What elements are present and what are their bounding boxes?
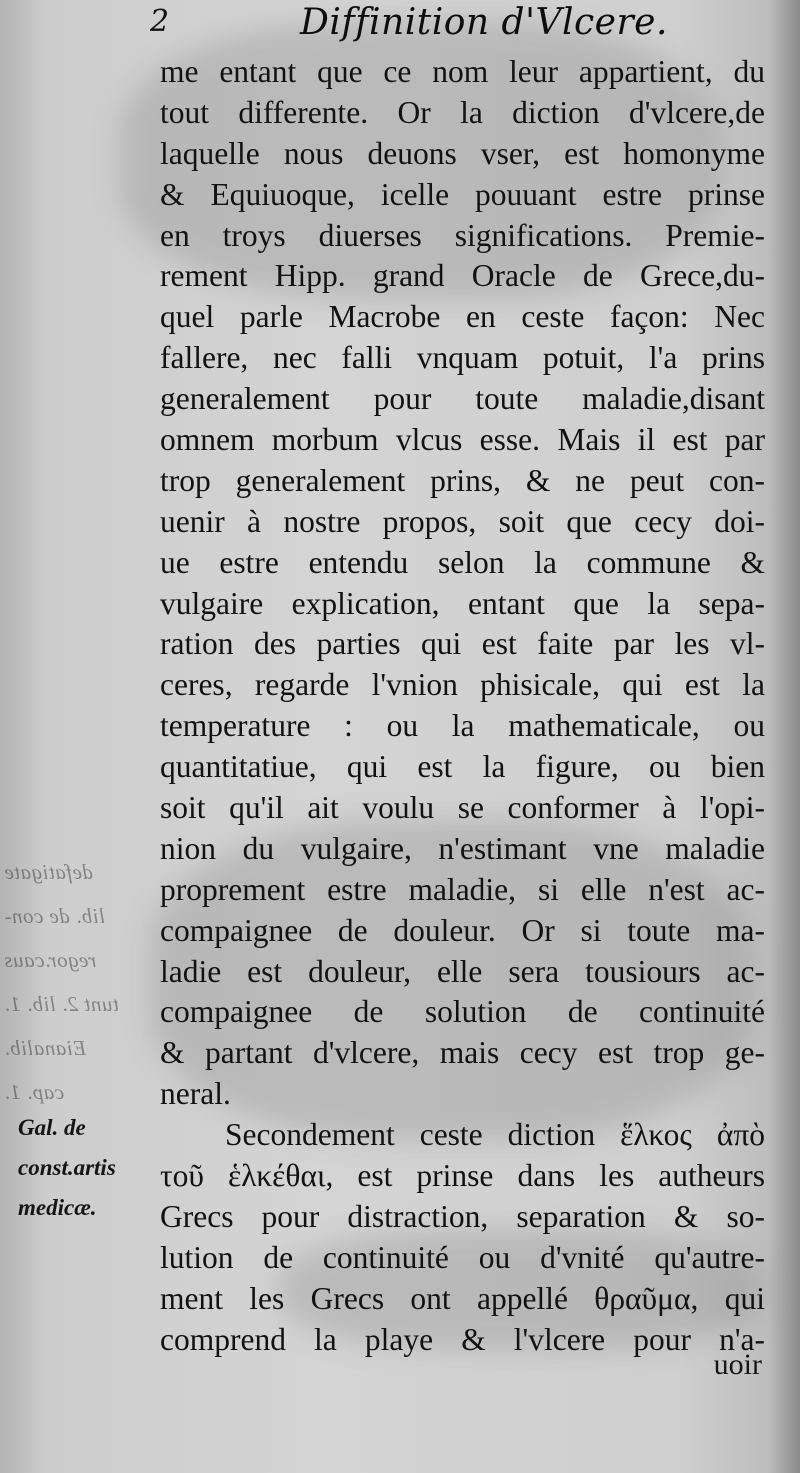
text-line: trop generalement prins, & ne peut con- xyxy=(160,462,765,498)
text-line: ue estre entendu selon la commune & xyxy=(160,544,765,580)
text-line: neral. xyxy=(160,1076,231,1112)
text-line: comprend la playe & l'vlcere pour n'a- xyxy=(160,1321,765,1357)
text-line: & Equiuoque, icelle pouuant estre prinse xyxy=(160,176,765,212)
ghost-line: lib. de con- xyxy=(4,904,106,928)
text-line: temperature : ou la mathematicale, ou xyxy=(160,708,765,744)
ghost-line: Eianalib. xyxy=(4,1036,87,1060)
text-line: ration des parties qui est faite par les vl- xyxy=(160,626,765,662)
page-number: 2 xyxy=(150,4,170,39)
text-line: en troys diuerses significations. Premie- xyxy=(160,217,765,253)
text-line: generalement pour toute maladie,disant xyxy=(160,381,765,417)
ghost-line: defatigate xyxy=(4,860,93,884)
text-line: & partant d'vlcere, mais cecy est trop ge- xyxy=(160,1035,765,1071)
ghost-line: regor.caus xyxy=(4,948,97,972)
text-line: fallere, nec falli vnquam potuit, l'a prins xyxy=(160,340,765,376)
text-line: soit qu'il ait voulu se conformer à l'opi- xyxy=(160,790,765,826)
bleed-through-margin-note xyxy=(4,850,144,1114)
text-line: τοῦ ἑλκέθαι, est prinse dans les autheurs xyxy=(160,1158,765,1194)
text-line: compaignee de douleur. Or si toute ma- xyxy=(160,912,765,948)
running-title: Diffinition d'Vlcere. xyxy=(300,2,668,43)
text-line: Secondement ceste diction ἕλκος ἀπὸ xyxy=(225,1117,765,1153)
text-line: me entant que ce nom leur appartient, du xyxy=(160,54,765,89)
text-line: quantitatiue, qui est la figure, ou bien xyxy=(160,749,765,785)
body-text xyxy=(160,52,765,1361)
text-line: lution de continuité ou d'vnité qu'autre- xyxy=(160,1239,765,1275)
text-line: uenir à nostre propos, soit que cecy doi- xyxy=(160,503,765,539)
text-line: laquelle nous deuons vser, est homonyme xyxy=(160,135,765,171)
page-header xyxy=(0,0,800,55)
margin-note-line: medicæ. xyxy=(18,1195,97,1220)
margin-note xyxy=(18,1108,160,1228)
text-line: quel parle Macrobe en ceste façon: Nec xyxy=(160,299,765,335)
margin-note-line: Gal. de xyxy=(18,1115,86,1140)
text-line: nion du vulgaire, n'estimant vne maladie xyxy=(160,830,765,866)
text-line: ceres, regarde l'vnion phisicale, qui est la xyxy=(160,667,765,703)
text-line: omnem morbum vlcus esse. Mais il est par xyxy=(160,422,765,458)
text-line: Grecs pour distraction, separation & so- xyxy=(160,1198,765,1234)
text-line: vulgaire explication, entant que la sepa- xyxy=(160,585,765,621)
catchword: uoir xyxy=(713,1348,762,1381)
text-line: proprement estre maladie, si elle n'est ac- xyxy=(160,871,765,907)
ghost-line: cap. 1. xyxy=(4,1080,65,1104)
text-line: ment les Grecs ont appellé θραῦμα, qui xyxy=(160,1280,765,1316)
margin-note-line: const.artis xyxy=(18,1155,116,1180)
text-line: rement Hipp. grand Oracle de Grece,du- xyxy=(160,258,765,294)
text-line: tout differente. Or la diction d'vlcere,de xyxy=(160,94,765,130)
text-line: ladie est douleur, elle sera tousiours ac- xyxy=(160,953,765,989)
text-line: compaignee de solution de continuité xyxy=(160,994,765,1030)
ghost-line: tunt 2. lib. 1. xyxy=(4,992,119,1016)
